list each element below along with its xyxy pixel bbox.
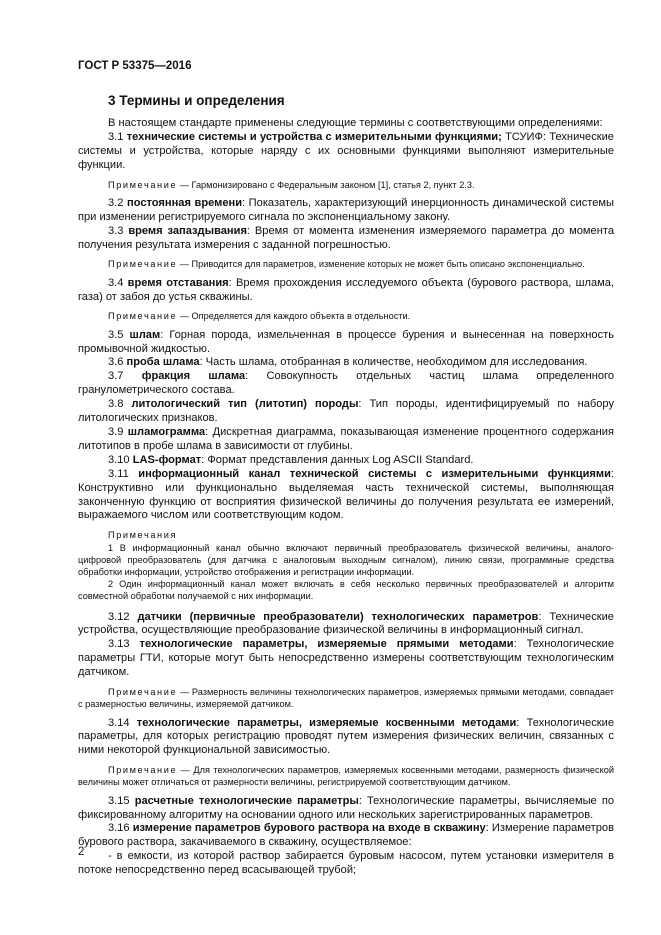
term-definition: : Конструктивно или функционально выделяемая часть технической системы, выполняющая законченную функцию от восприятия физической величины до получения результата ее измерений, выражаемого числом или соответствующим кодом. xyxy=(78,467,614,522)
term-definition: : Тип породы, идентифицируемый по набору литологических признаков. xyxy=(78,398,614,425)
term-name: технические системы и устройства с измерительными функциями; xyxy=(126,130,506,143)
term-number: 3.1 xyxy=(108,130,124,143)
note xyxy=(78,764,614,788)
term-paragraph xyxy=(78,611,614,639)
term-definition: : Технические системы и устройства, которые наряду с их основными функциями выполняют измерительные функции. xyxy=(78,130,614,171)
term-name: измерение параметров бурового раствора на входе в скважину xyxy=(132,822,486,835)
note-text: — Определяется для каждого объекта в отдельности. xyxy=(177,311,411,322)
term-definition: : Формат представления данных Log ASCII Standard. xyxy=(201,453,474,466)
term-name: время отставания xyxy=(127,276,229,289)
term-name: технологические параметры, измеряемые косвенными методами xyxy=(136,716,517,729)
term-number: 3.6 xyxy=(108,356,124,369)
term-paragraph xyxy=(78,638,614,680)
note-text: — Гармонизировано с Федеральным законом [1], статья 2, пункт 2.3. xyxy=(177,179,475,190)
term-number: 3.11 xyxy=(108,467,129,480)
list-bullet-item: - в емкости, из которой раствор забирается буровым насосом, путем установки измерителя в потоке непосредственно перед всасывающей трубой; xyxy=(78,850,614,877)
term-definition: : Технологические параметры ГТИ, которые могут быть непосредственно измерены соответствующим технологическим датчиком. xyxy=(78,638,614,679)
term-number: 3.10 xyxy=(108,453,130,466)
term-paragraph xyxy=(78,329,614,357)
note xyxy=(78,179,614,191)
term-definition: : Часть шлама, отобранная в количестве, необходимом для исследования. xyxy=(199,356,588,369)
term-number: 3.13 xyxy=(108,638,130,651)
term-paragraph xyxy=(78,356,614,370)
term-number: 3.15 xyxy=(108,794,130,807)
term-number: 3.7 xyxy=(108,370,124,383)
note-label: Примечание xyxy=(108,259,178,270)
term-paragraph xyxy=(78,454,614,468)
page-number: 2 xyxy=(78,846,85,858)
note xyxy=(78,310,614,322)
note-label: Примечание xyxy=(108,179,178,190)
note-text: — Размерность величины технологических параметров, измеряемых прямыми методами, совпадает с размерностью величины, измеряемой датчиком. xyxy=(78,687,614,710)
term-name: шлам xyxy=(129,328,161,341)
section-title: 3 Термины и определения xyxy=(108,93,285,108)
note-text: — Приводится для параметров, изменение которых не может быть описано экспоненциально. xyxy=(177,259,585,270)
term-paragraph xyxy=(78,398,614,426)
term-name: расчетные технологические параметры xyxy=(134,794,359,807)
note-label: Примечание xyxy=(108,687,178,698)
note-item: 1 В информационный канал обычно включают первичный преобразователь физической величины, аналого-цифровой преобразователь (для датчика с аналоговым выходным сигналом), линию связи, программные средства обработки информации, устройство отображения и регистрации информации. xyxy=(78,542,614,577)
term-paragraph xyxy=(78,277,614,305)
term-paragraph xyxy=(78,370,614,398)
note xyxy=(78,686,614,710)
term-definition: : Горная порода, измельченная в процессе бурения и вынесенная на поверхность промывочной жидкостью. xyxy=(78,328,614,355)
term-name: проба шлама xyxy=(126,356,200,369)
term-name: датчики (первичные преобразователи) технологических параметров xyxy=(137,610,539,623)
term-number: 3.12 xyxy=(108,610,130,623)
term-definition: : Дискретная диаграмма, показывающая изменение процентного содержания литотипов в пробе шлама в зависимости от глубины. xyxy=(78,426,614,452)
term-number: 3.16 xyxy=(108,822,130,835)
note-item: 2 Один информационный канал может включать в себя несколько первичных преобразователей и алгоритм совместной обработки получаемой с них информации. xyxy=(78,579,614,602)
term-definition: : Совокупность отдельных частиц шлама определенного гранулометрического состава. xyxy=(78,370,614,397)
term-definition: : Технологические параметры, вычисляемые по фиксированному алгоритму на основании одного или нескольких зарегистрированных параметров. xyxy=(78,794,614,821)
term-paragraph xyxy=(78,468,614,524)
notes-label: Примечания xyxy=(108,530,178,541)
term-number: 3.2 xyxy=(108,196,124,209)
term-definition: : Технологические параметры, для которых регистрацию проводят путем измерения физических величин, связанных с ними некоторой функциональной зависимостью. xyxy=(78,716,614,757)
term-name: фракция шлама xyxy=(141,370,246,383)
term-name: время запаздывания xyxy=(128,224,247,237)
term-abbreviation: ТСУИФ xyxy=(505,130,543,143)
note-label: Примечание xyxy=(108,765,178,776)
term-name: LAS-формат xyxy=(132,453,202,466)
term-number: 3.9 xyxy=(108,426,124,439)
term-definition: : Показатель, характеризующий инерционность динамической системы при изменении регистрируемого сигнала по экспоненциальному закону. xyxy=(78,196,614,223)
term-name: технологические параметры, измеряемые прямыми методами xyxy=(139,638,514,651)
term-definition: : Время прохождения исследуемого объекта (бурового раствора, шлама, газа) от забоя до устья скважины. xyxy=(78,276,614,303)
term-number: 3.14 xyxy=(108,716,130,729)
document-code: ГОСТ Р 53375—2016 xyxy=(78,60,192,72)
term-definition: : Технические устройства, осуществляющие преобразование физической величины в информационный сигнал. xyxy=(78,610,614,637)
term-number: 3.3 xyxy=(108,224,124,237)
term-paragraph xyxy=(78,197,614,225)
intro-paragraph: В настоящем стандарте применены следующие термины с соответствующими определениями: xyxy=(108,117,603,129)
term-name: шламограмма xyxy=(127,426,206,439)
term-definition: : Измерение параметров бурового раствора, закачиваемого в скважину, осуществляемое: xyxy=(78,822,614,849)
document-body xyxy=(78,117,614,878)
term-paragraph xyxy=(78,225,614,253)
term-paragraph xyxy=(78,426,614,454)
term-paragraph xyxy=(78,131,614,173)
term-number: 3.5 xyxy=(108,328,124,341)
term-number: 3.8 xyxy=(108,398,124,411)
term-paragraph xyxy=(78,822,614,850)
term-paragraph xyxy=(78,795,614,823)
note xyxy=(78,258,614,270)
term-number: 3.4 xyxy=(108,276,124,289)
term-name: постоянная времени xyxy=(127,196,243,209)
notes-block xyxy=(78,529,614,602)
term-name: литологический тип (литотип) породы xyxy=(131,398,359,411)
term-definition: : Время от момента изменения измеряемого параметра до момента получения результата измерения с заданной погрешностью. xyxy=(78,224,614,251)
term-name: информационный канал технической системы с измерительными функциями xyxy=(138,467,611,480)
term-paragraph xyxy=(78,717,614,759)
note-text: — Для технологических параметров, измеряемых косвенными методами, размерность физической величины может отличаться от размерности величины, регистрируемой соответствующим датчиком. xyxy=(78,765,614,788)
note-label: Примечание xyxy=(108,311,178,322)
